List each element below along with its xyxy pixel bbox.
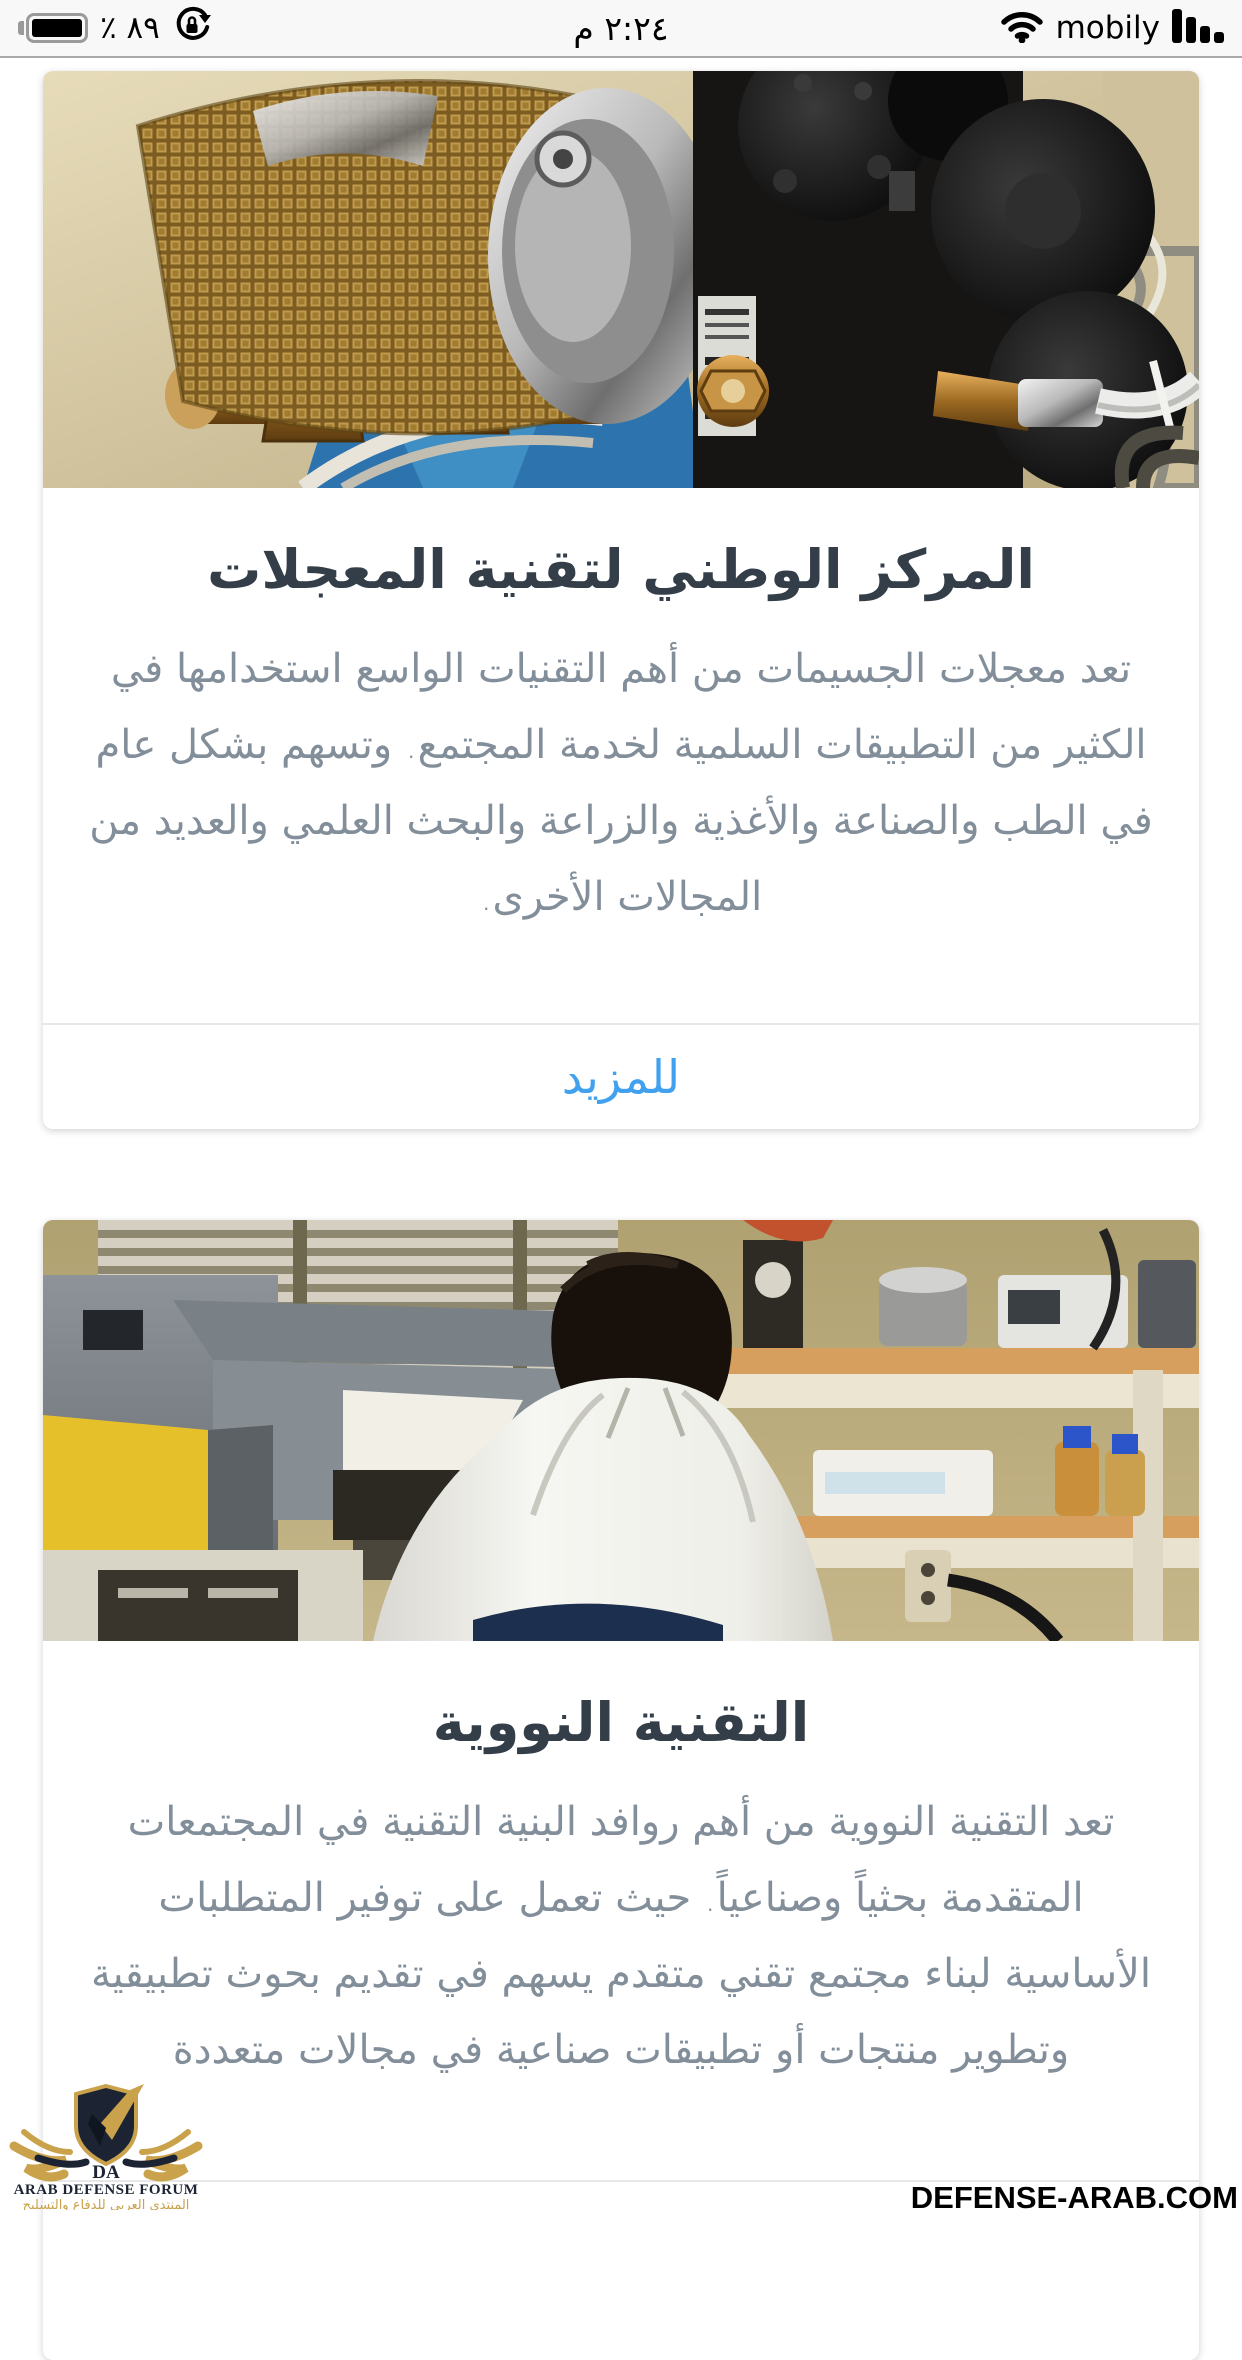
logo-monogram: DA <box>92 2162 120 2183</box>
card-content <box>43 1641 1199 2180</box>
card-title: المركز الوطني لتقنية المعجلات <box>207 538 1035 601</box>
card-content <box>43 488 1199 1023</box>
defense-arab-watermark: DEFENSE-ARAB.COM <box>910 2180 1238 2215</box>
clock: ٢:٢٤ م <box>573 8 669 48</box>
battery-percent: ٪ ٨٩ <box>100 10 160 46</box>
card-paragraph: تعد التقنية النووية من أهم روافد البنية التقنية في المجتمعات المتقدمة بحثياً وصناعياً. حيث تعمل على توفير المتطلبات الأساسية لبناء مجتمع تقني متقدم يسهم في تقديم بحوث تطبيقية وتطوير منتجات أو تطبيقات صناعية في مجالات متعددة <box>91 1799 1151 2073</box>
card-paragraph: تعد معجلات الجسيمات من أهم التقنيات الواسع استخدامها في الكثير من التطبيقات السلمية لخدمة المجتمع. وتسهم بشكل عام في الطب والصناعة والأغذية والزراعة والبحث العلمي والعديد من المجالات الأخرى. <box>89 646 1153 920</box>
card-title: التقنية النووية <box>432 1691 810 1754</box>
status-bar <box>0 0 1242 58</box>
nuclear-lab-image <box>43 1220 1199 1641</box>
card-accelerator-center <box>43 71 1199 1129</box>
logo-subtitle: المنتدى العربي للدفاع والتسليح <box>22 2198 190 2210</box>
accelerator-equipment-image <box>43 71 1199 488</box>
carrier-label: mobily <box>1055 10 1160 46</box>
arab-defense-forum-logo <box>4 2084 209 2214</box>
more-link[interactable]: للمزيد <box>561 1050 681 1104</box>
card-footer <box>43 1023 1199 1129</box>
logo-title: ARAB DEFENSE FORUM <box>13 2182 199 2198</box>
